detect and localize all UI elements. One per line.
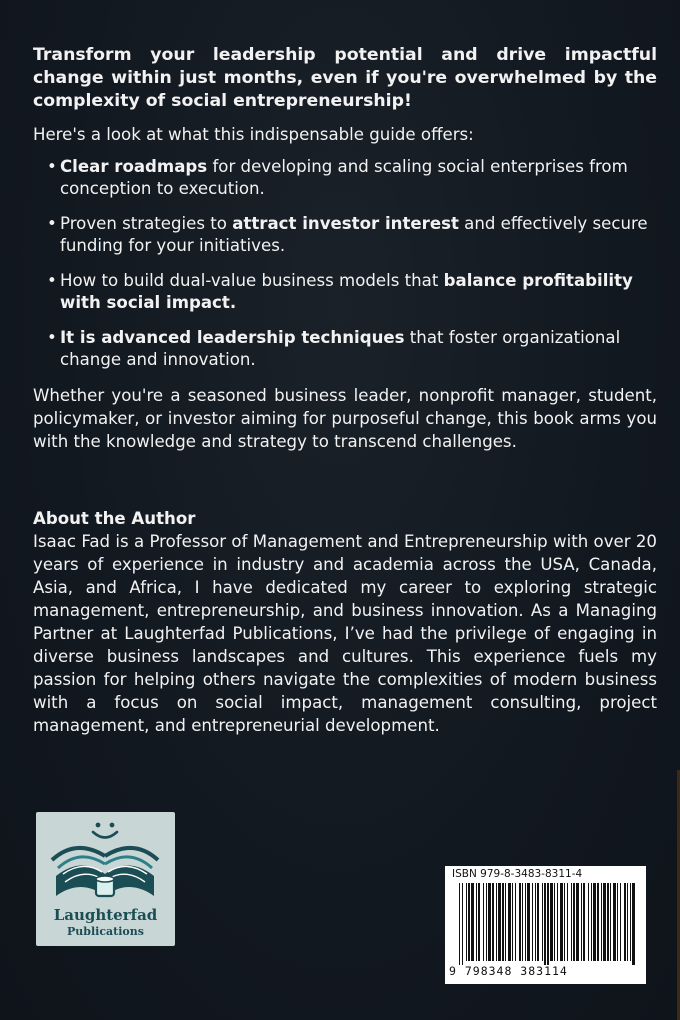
isbn-label: ISBN 979-8-3483-8311-4 xyxy=(452,868,583,880)
benefit-list xyxy=(33,156,657,371)
barcode-bar xyxy=(564,883,565,961)
barcode-bar xyxy=(597,883,599,961)
bullet-text-bold: Clear roadmaps xyxy=(60,157,208,176)
barcode-bar xyxy=(576,883,579,961)
bullet-text-post: and effectively secure funding for your initiatives. xyxy=(60,214,648,255)
author-bio: Isaac Fad is a Professor of Management and Entrepreneurship with over 20 years of experience in industry and academia across the USA, Canada, Asia, and Africa, I have dedicated my career to exploring strategic management, entrepreneurship, and business innovation. As a Managing Partner at Laughterfad Publications, I’ve had the privilege of engaging in diverse business landscapes and cultures. This experience fuels my passion for helping others navigate the complexities of modern business with a focus on social impact, management consulting, project management, and entrepreneurial development. xyxy=(33,532,657,735)
barcode-bar xyxy=(512,883,513,961)
barcode-bar xyxy=(502,883,504,961)
publisher-subname: Publications xyxy=(67,925,144,938)
isbn-barcode xyxy=(445,866,646,984)
barcode-bar xyxy=(560,883,563,961)
barcode-bar xyxy=(486,883,487,961)
barcode-bar xyxy=(630,883,631,961)
barcode-bar xyxy=(557,883,558,961)
publisher-logo xyxy=(36,812,175,946)
barcode-bar xyxy=(573,883,575,961)
barcode-bar xyxy=(620,883,621,961)
barcode-bar xyxy=(627,883,628,961)
barcode-bar xyxy=(498,883,501,961)
barcode-bar xyxy=(515,883,516,961)
barcode-bar xyxy=(571,883,572,961)
barcode-bar xyxy=(488,883,491,961)
list-item xyxy=(33,270,657,314)
barcode-bar xyxy=(591,883,592,961)
barcode-bar xyxy=(537,883,539,961)
bullet-text-bold: It is advanced leadership techniques xyxy=(60,328,405,347)
barcode-bar xyxy=(583,883,585,961)
barcode-bar xyxy=(535,883,536,961)
barcode-digits: 9 798348 383114 xyxy=(449,964,568,978)
barcode-bar xyxy=(525,883,526,961)
barcode-bar xyxy=(617,883,618,961)
barcode-bar xyxy=(522,883,523,961)
barcode-bar xyxy=(542,883,543,961)
barcode-bar xyxy=(547,883,549,965)
bullet-text-bold: attract investor interest xyxy=(232,214,459,233)
list-item xyxy=(33,327,657,371)
barcode-bar xyxy=(554,883,555,961)
barcode-bar xyxy=(476,883,477,961)
barcode-bar xyxy=(581,883,582,961)
guide-intro: Here's a look at what this indispensable guide offers: xyxy=(33,125,474,144)
barcode-bar xyxy=(588,883,589,961)
barcode-bar xyxy=(607,883,609,961)
barcode-bar xyxy=(532,883,533,961)
barcode-bar xyxy=(508,883,511,961)
bullet-icon: • xyxy=(47,214,57,233)
barcode-bar xyxy=(632,883,635,965)
barcode-bar xyxy=(468,883,470,961)
intro-headline: Transform your leadership potential and drive impactful change within just months, even if you're overwhelmed by the complexity of social entrepreneurship! xyxy=(33,45,657,111)
barcode-bar xyxy=(601,883,602,961)
barcode-bar xyxy=(462,883,463,965)
barcode-bar xyxy=(527,883,530,961)
bullet-icon: • xyxy=(47,328,57,347)
bullet-icon: • xyxy=(47,271,57,290)
barcode-bar xyxy=(567,883,568,961)
barcode-bar xyxy=(550,883,553,961)
list-item xyxy=(33,156,657,200)
list-item xyxy=(33,213,657,257)
bullet-icon: • xyxy=(47,157,57,176)
publisher-name: Laughterfad xyxy=(53,906,158,924)
barcode-bar xyxy=(613,883,616,961)
bullet-text-pre: Proven strategies to xyxy=(60,214,233,233)
barcode-bar xyxy=(466,883,467,961)
barcode-bar xyxy=(505,883,506,961)
cover-text xyxy=(33,44,657,737)
about-author-heading: About the Author xyxy=(33,509,196,528)
barcode-bar xyxy=(478,883,480,961)
barcode-bar xyxy=(492,883,494,961)
barcode-bar xyxy=(610,883,611,961)
barcode-bar xyxy=(544,883,546,965)
barcode-bar xyxy=(459,883,460,965)
barcode-bar xyxy=(603,883,606,961)
barcode-bar xyxy=(471,883,474,961)
barcode-bar xyxy=(519,883,521,961)
audience-paragraph: Whether you're a seasoned business leader, nonprofit manager, student, policymaker, or investor aiming for purposeful change, this book arms you with the knowledge and strategy to transcend challenges. xyxy=(33,386,657,451)
barcode-bar xyxy=(624,883,626,961)
barcode-bar xyxy=(483,883,484,961)
bullet-text-post: for developing and scaling social enterprises from conception to execution. xyxy=(60,157,628,198)
barcode-bar xyxy=(496,883,497,961)
bullet-text-post: that foster organizational change and innovation. xyxy=(60,328,621,369)
bullet-text-pre: How to build dual-value business models that xyxy=(60,271,444,290)
barcode-bar xyxy=(593,883,596,961)
bullet-text-bold: balance profitability with social impact. xyxy=(60,271,633,312)
